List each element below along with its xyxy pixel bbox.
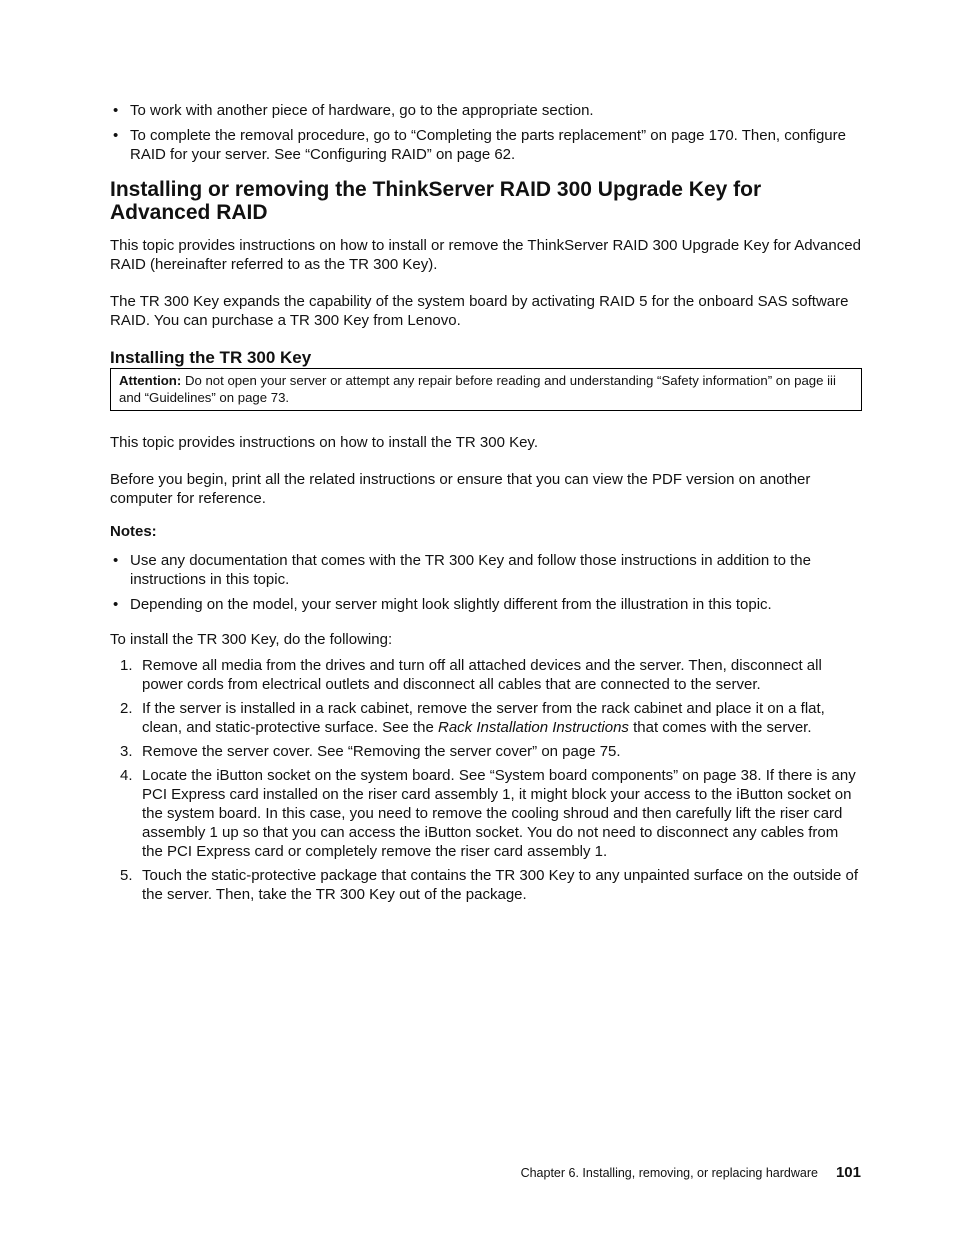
step-text: Touch the static-protective package that contains the TR 300 Key to any unpainted surface on the outside of the server. Then, take the TR 300 Key out of the package. xyxy=(142,867,859,903)
step-text: Remove all media from the drives and turn off all attached devices and the server. Then, disconnect all power cords from electrical outlets and disconnect all cables that are connected to the server. xyxy=(142,657,822,693)
step-text: Remove the server cover. See “Removing the server cover” on page 75. xyxy=(142,743,621,760)
list-item xyxy=(110,766,862,861)
list-item xyxy=(110,742,862,761)
install-paragraph-1: This topic provides instructions on how to install the TR 300 Key. xyxy=(110,434,538,451)
list-item xyxy=(110,699,862,737)
step-number: 1. xyxy=(120,657,133,674)
list-item xyxy=(110,866,862,904)
list-item: • Use any documentation that comes with the TR 300 Key and follow those instructions in addition to the instructions in this topic. xyxy=(110,551,862,589)
install-paragraph-2: Before you begin, print all the related instructions or ensure that you can view the PDF version on another computer for reference. xyxy=(110,471,811,507)
section-title: Installing or removing the ThinkServer RAID 300 Upgrade Key for Advanced RAID xyxy=(110,178,762,224)
step-text: If the server is installed in a rack cabinet, remove the server from the rack cabinet and place it on a flat, clean, and static-protective surface. See the xyxy=(142,700,825,736)
step-text: Locate the iButton socket on the system board. See “System board components” on page 38. If there is any PCI Express card installed on the riser card assembly 1, it might block your access to the iButton socket on the system board. In this case, you need to remove the cooling shroud and then carefully lift the riser card assembly 1 up so that you can access the iButton socket. You do not need to disconnect any cables from the PCI Express card or completely remove the riser card assembly 1. xyxy=(142,767,856,860)
top-bullet-list xyxy=(110,101,862,164)
intro-paragraph-2: The TR 300 Key expands the capability of the system board by activating RAID 5 for the onboard SAS software RAID. You can purchase a TR 300 Key from Lenovo. xyxy=(110,293,849,329)
list-item: • Depending on the model, your server might look slightly different from the illustration in this topic. xyxy=(110,595,862,614)
step-number: 3. xyxy=(120,743,133,760)
document-page xyxy=(110,101,862,909)
attention-text: Do not open your server or attempt any repair before reading and understanding “Safety information” on page iii and “Guidelines” on page 73. xyxy=(119,373,836,405)
steps-intro: To install the TR 300 Key, do the following: xyxy=(110,631,393,648)
step-text-italic: Rack Installation Instructions xyxy=(438,719,629,736)
list-item xyxy=(110,656,862,694)
page-number: 101 xyxy=(835,1164,861,1181)
step-number: 2. xyxy=(120,700,133,717)
notes-list xyxy=(110,551,862,614)
intro-paragraph-1: This topic provides instructions on how to install or remove the ThinkServer RAID 300 Upgrade Key for Advanced RAID (hereinafter referred to as the TR 300 Key). xyxy=(110,237,861,273)
step-text: that comes with the server. xyxy=(628,719,812,736)
list-item: • To complete the removal procedure, go to “Completing the parts replacement” on page 170. Then, configure RAID for your server. See “Configuring RAID” on page 62. xyxy=(110,126,862,164)
list-item: • To work with another piece of hardware, go to the appropriate section. xyxy=(110,101,862,120)
page-footer xyxy=(521,1164,861,1181)
footer-chapter: Chapter 6. Installing, removing, or replacing hardware xyxy=(520,1166,818,1180)
step-number: 4. xyxy=(120,767,133,784)
notes-heading: Notes: xyxy=(110,523,157,540)
attention-label: Attention: xyxy=(119,373,182,388)
attention-box xyxy=(110,368,862,411)
step-number: 5. xyxy=(120,867,133,884)
steps-list xyxy=(110,656,862,904)
subsection-title: Installing the TR 300 Key xyxy=(110,348,312,367)
